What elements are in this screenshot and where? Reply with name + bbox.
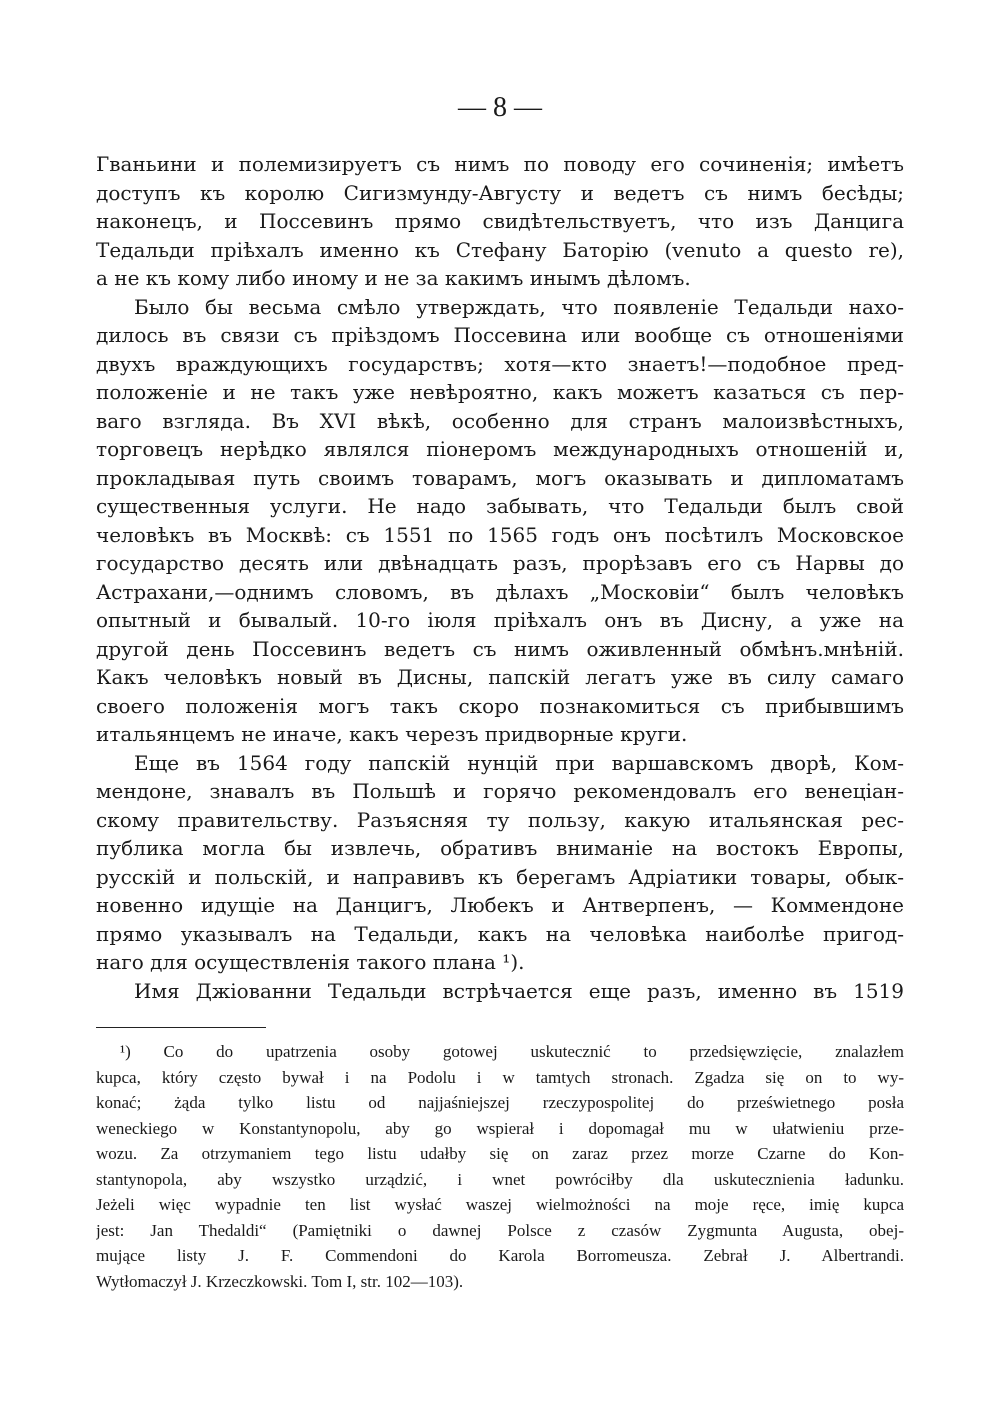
page-number: — 8 — [458,92,542,123]
text-line: торговецъ нерѣдко являлся піонеромъ международныхъ отношеній и, [96,437,904,461]
footnote-line: Jeżeli więc wypadnie ten list wysłać waszej wielmożności na moje ręce, imię kupca [96,1195,904,1214]
text-line: Было бы весьма смѣло утверждать, что появленіе Тедальди нахо- [134,294,904,319]
text-line: своего положенія могъ такъ скоро познакомиться съ прибывшимъ [96,693,904,718]
text-line: опытный и бывалый. 10-го іюля пріѣхалъ онъ въ Дисну, а уже на [96,608,904,632]
text-line: дилось въ связи съ пріѣздомъ Поссевина или вообще съ отношеніями [96,323,904,347]
footnote-line: jest: Jan Thedaldi“ (Pamiętniki o dawnej Polsce z czasów Zygmunta Augusta, obej- [96,1220,904,1240]
footnote-line: wozu. Za otrzymaniem tego listu udałby się on zaraz przez morze Czarne do Kon- [96,1144,904,1163]
text-line: наго для осуществленія такого плана ¹). [96,950,525,974]
main-text [96,150,904,1005]
text-line: ваго взгляда. Въ XVI вѣкѣ, особенно для странъ малоизвѣстныхъ, [96,408,904,433]
text-line: человѣкъ въ Москвѣ: съ 1551 по 1565 годъ онъ посѣтилъ Московское [96,522,904,547]
text-line: новенно идущіе на Данцигъ, Любекъ и Антверпенъ, — Коммендоне [96,893,904,917]
footnote-line: kupca, który często bywał i na Podolu i w tamtych stronach. Zgadza się on to wy- [96,1067,904,1087]
text-line: Тедальди пріѣхалъ именно къ Стефану Баторію (venuto a questo re), [96,237,904,262]
text-line: Имя Джіованни Тедальди встрѣчается еще разъ, именно въ 1519 [134,978,904,1003]
text-line: скому правительству. Разъясняя ту пользу, какую итальянская рес- [96,807,904,832]
text-line: прокладывая путь своимъ товарамъ, могъ оказывать и дипломатамъ [96,465,904,490]
text-line: Астрахани,—однимъ словомъ, въ дѣлахъ „Московіи“ былъ человѣкъ [96,579,904,604]
text-line: русскій и польскій, и направивъ къ берегамъ Адріатики товары, обык- [96,864,904,889]
text-line: Гваньини и полемизируетъ съ нимъ по поводу его сочиненія; имѣетъ [96,152,904,176]
footnote-divider [96,1027,266,1028]
footnote [96,1039,904,1294]
text-line: существенныя услуги. Не надо забывать, что Тедальди былъ свой [96,494,904,518]
footnote-line: mujące listy J. F. Commendoni do Karola Borromeusza. Zebrał J. Albertrandi. [96,1246,904,1265]
footnote-line: weneckiego w Konstantynopolu, aby go wspierał i dopomagał mu w ułatwieniu prze- [96,1118,904,1138]
footnote-line: ¹) Co do upatrzenia osoby gotowej uskutecznić to przedsięwzięcie, znalazłem [120,1042,904,1061]
text-line: итальянцемъ не иначе, какъ черезъ придворные круги. [96,722,688,746]
footnote-line: stantynopola, aby wszystko urządzić, i wnet powróciłby dla uskutecznienia ładunku. [96,1169,904,1189]
footnote-line: konać; żąda tylko listu od najjaśniejszej rzeczypospolitej do prześwietnego posła [96,1093,904,1112]
text-line: государство десять или двѣнадцать разъ, прорѣзавъ его съ Нарвы до [96,551,904,575]
text-line: публика могла бы извлечь, обративъ вниманіе на востокъ Европы, [96,836,904,860]
text-line: другой день Поссевинъ ведетъ съ нимъ оживленный обмѣнъ.мнѣній. [96,636,904,661]
text-line: Какъ человѣкъ новый въ Дисны, папскій легатъ уже въ силу самаго [96,665,904,689]
text-line: наконецъ, и Поссевинъ прямо свидѣтельствуетъ, что изъ Данцига [96,209,904,233]
text-line: доступъ къ королю Сигизмунду-Августу и ведетъ съ нимъ бесѣды; [96,180,904,205]
footnote-line: Wytłomaczył J. Krzeczkowski. Tom I, str. 102—103). [96,1271,464,1291]
text-line: двухъ враждующихъ государствъ; хотя—кто знаетъ!—подобное пред- [96,351,904,376]
text-line: Еще въ 1564 году папскій нунцій при варшавскомъ дворѣ, Ком- [134,750,904,775]
text-line: мендоне, знавалъ въ Польшѣ и горячо рекомендовалъ его венеціан- [96,779,904,803]
text-line: а не къ кому либо иному и не за какимъ инымъ дѣломъ. [96,266,691,290]
text-line: положеніе и не такъ уже невѣроятно, какъ можетъ казаться съ пер- [96,380,904,404]
text-line: прямо указывалъ на Тедальди, какъ на человѣка наиболѣе пригод- [96,921,904,946]
